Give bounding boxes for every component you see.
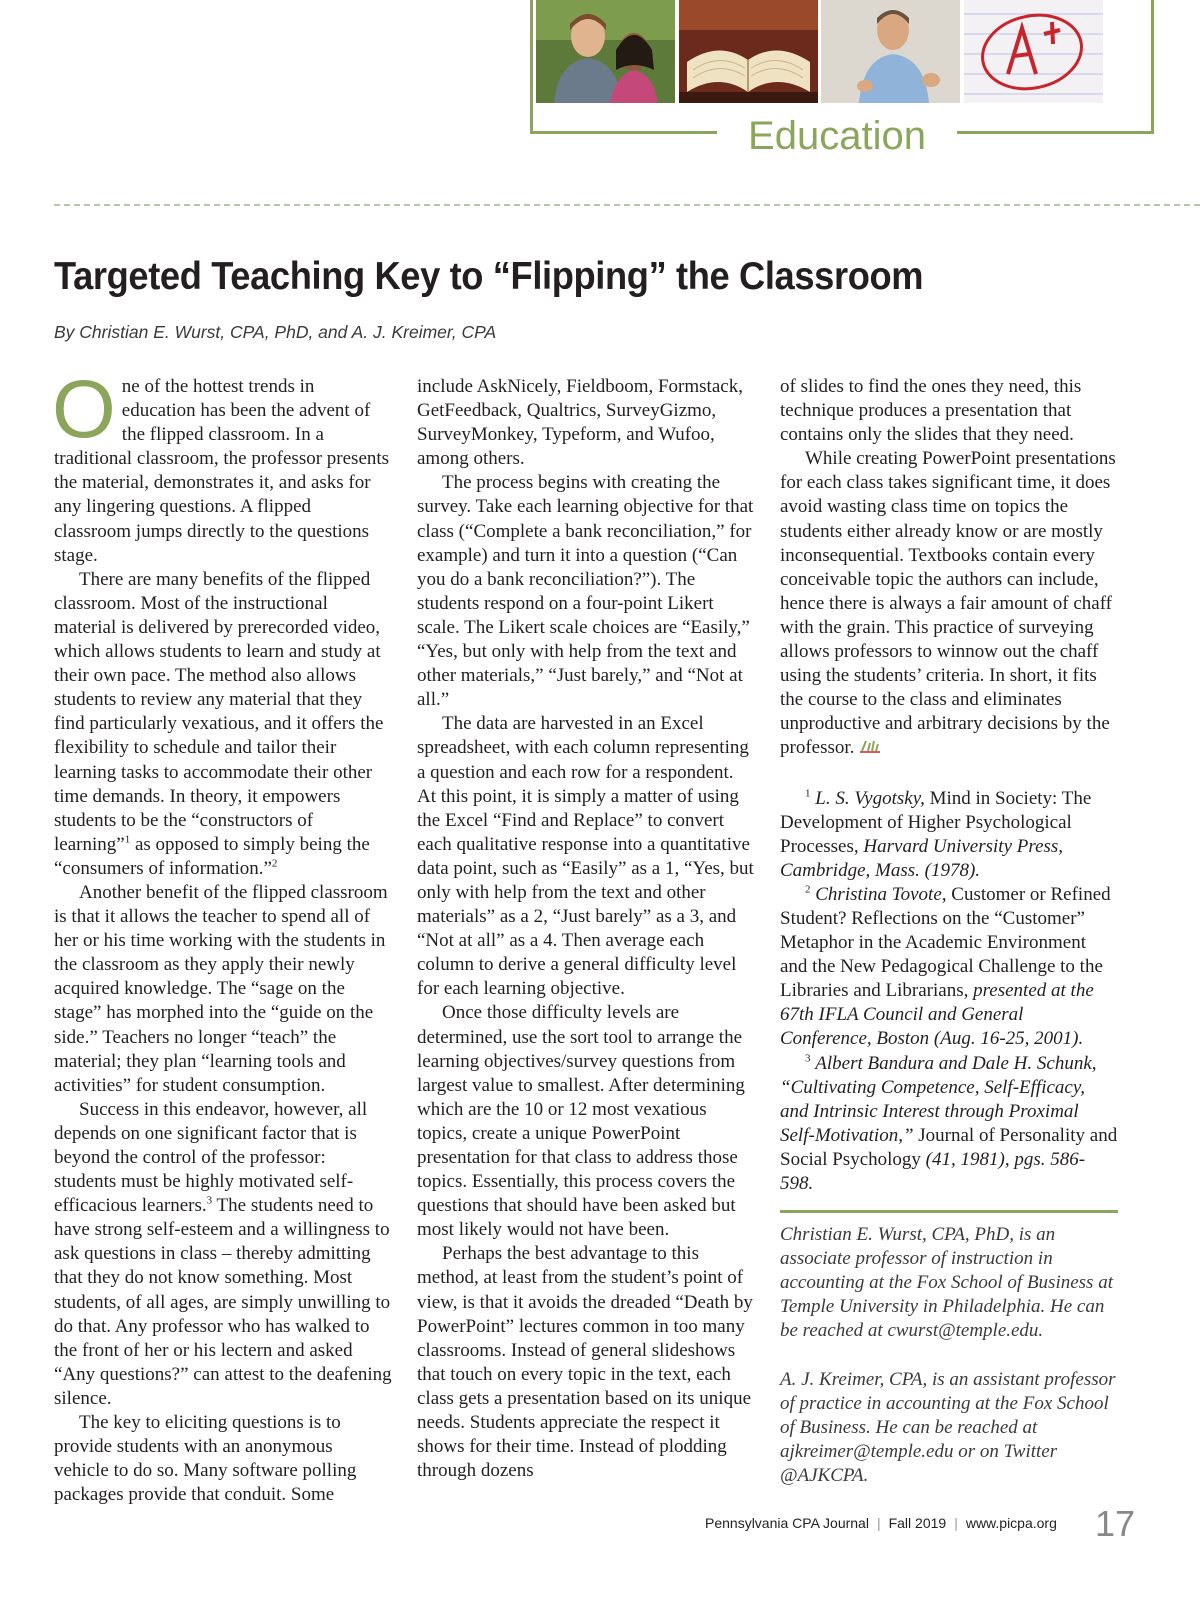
paragraph: While creating PowerPoint presentations for each class takes significant time, it does avoid wasting class time on topics the students either already know or are mostly inconsequential. Textbooks contain every conceivable topic the authors can include, hence there is always a fair amount of chaff with the grain. This practice of surveying allows professors to winnow out the chaff using the students’ criteria. In short, it fits the course to the class and eliminates unproductive and arbitrary decisions by the professor.	[780, 448, 1116, 759]
students-photo	[536, 0, 675, 103]
paragraph: Once those difficulty levels are determined, use the sort tool to arrange the learning objectives/survey questions from largest value to smallest. After determining which are the 10 or 12 most vexatious topics, create a unique PowerPoint presentation for that class to address those topics. Essentially, this process covers the questions that should have been asked but most likely would not have been.	[417, 1002, 745, 1241]
author-bio: A. J. Kreimer, CPA, is an assistant professor of practice in accounting at the Fox School of Business. He can be reached at ajkreimer@temple.edu or on Twitter @AJKCPA.	[780, 1368, 1116, 1486]
author-bios	[780, 1223, 1118, 1488]
footnote-ref: 1	[124, 833, 131, 846]
footnote: $^2$ Christina Tovote, Customer or Refined Student? Reflections on the “Customer” Metaphor in the Academic Environment and the New Pedagogical Challenge to the Libraries and Librarians, presented at the 67th IFLA Council and General Conference, Boston (Aug. 16-25, 2001).	[780, 883, 1111, 1050]
issue-label: Fall 2019	[888, 1515, 947, 1531]
page-number: 17	[1095, 1503, 1136, 1544]
paragraph: The process begins with creating the survey. Take each learning objective for that class (“Complete a bank reconciliation,” for example) and turn it into a question (“Can you do a bank reconciliation?”). The students respond on a four-point Likert scale. The Likert scale choices are “Easily,” “Yes, but only with help from the text and other materials,” “Just barely,” and “Not at all.”	[417, 472, 754, 711]
paragraph: Another benefit of the flipped classroom is that it allows the teacher to spend all of her or his time working with the students in the classroom as they apply their newly acquired knowledge. The “sage on the stage” has morphed into the “guide on the side.” Teachers no longer “teach” the material; they plan “learning tools and activities” for student consumption.	[54, 881, 388, 1096]
footnote: $^1$ L. S. Vygotsky, Mind in Society: The Development of Higher Psychological Processes, Harvard University Press, Cambridge, Mass. (1978).	[780, 787, 1092, 881]
page-footer	[705, 1515, 1057, 1531]
footer-separator: |	[876, 1515, 881, 1531]
paragraph: One of the hottest trends in education has been the advent of the flipped classroom. In a traditional classroom, the professor presents the material, demonstrates it, and asks for any lingering questions. A flipped classroom jumps directly to the questions stage.	[52, 364, 390, 566]
journal-name: Pennsylvania CPA Journal	[705, 1515, 869, 1531]
professor-photo	[821, 0, 960, 103]
paragraph: Perhaps the best advantage to this method, at least from the student’s point of view, is that it avoids the dreaded “Death by PowerPoint” lectures common in too many classrooms. Instead of general slideshows that touch on every topic in the text, each class gets a presentation based on its unique needs. Students appreciate the respect it shows for their time. Instead of plodding through dozens	[417, 1243, 753, 1482]
byline: By Christian E. Wurst, CPA, PhD, and A. J. Kreimer, CPA	[54, 322, 497, 342]
a-plus-grade-photo	[964, 0, 1103, 103]
paragraph: The data are harvested in an Excel spreadsheet, with each column representing a question and each row for a respondent. At this point, it is simply a matter of using the Excel “Find and Replace” to convert each qualitative response into a quantitative data point, such as “Easily” as a 1, “Yes, but only with help from the text and other materials” as a 2, “Just barely” as a 3, and “Not at all” as a 4. Then average each column to derive a general difficulty level for each learning objective.	[417, 713, 754, 1000]
footer-separator: |	[954, 1515, 958, 1531]
author-bio: Christian E. Wurst, CPA, PhD, is an associate professor of instruction in accounting at the Fox School of Business at Temple University in Philadelphia. He can be reached at cwurst@temple.edu.	[780, 1224, 1113, 1342]
paragraph: The key to eliciting questions is to provide students with an anonymous vehicle to do so. Many software polling packages provide that conduit. Some	[54, 1412, 357, 1506]
column-3	[780, 375, 1118, 1488]
footnote: $^3$ Albert Bandura and Dale H. Schunk, “Cultivating Competence, Self-Efficacy, and Intrinsic Interest through Proximal Self-Motivation,” Journal of Personality and Social Psychology (41, 1981), pgs. 586-598.	[780, 1052, 1118, 1194]
dashed-divider	[54, 204, 1200, 206]
paragraph: include AskNicely, Fieldboom, Formstack, GetFeedback, Qualtrics, SurveyGizmo, SurveyMonkey, Typeform, and Wufoo, among others.	[417, 376, 743, 470]
site-link[interactable]: www.picpa.org	[965, 1515, 1057, 1531]
paragraph: There are many benefits of the flipped classroom. Most of the instructional material is delivered by prerecorded video, which allows students to learn and study at their own pace. The method also allows students to review any material that they find particularly vexatious, and it offers the flexibility to schedule and tailor their learning tasks to accommodate their other time demands. In theory, it empowers students to be the “constructors of learning”$^1$ as opposed to simply being the “consumers of information.”$^2$	[54, 568, 384, 879]
paragraph: of slides to find the ones they need, this technique produces a presentation that contains only the slides that they need.	[780, 376, 1082, 446]
end-mark-icon	[860, 739, 880, 753]
footnotes	[780, 787, 1118, 1197]
footnote-ref: 3	[206, 1194, 213, 1207]
article-title: Targeted Teaching Key to “Flipping” the Classroom	[54, 255, 924, 298]
column-2	[417, 375, 755, 1483]
footnote-ref: 2	[271, 857, 278, 870]
section-label: Education	[748, 114, 926, 158]
banner-rule-right	[957, 131, 1151, 134]
paragraph: Success in this endeavor, however, all depends on one significant factor that is beyond the control of the professor: students must be highly motivated self-efficacious learners.$^3$ The students need to have strong self-esteem and a willingness to ask questions in class – thereby admitting that they do not know something. Most students, of all ages, are simply unwilling to do that. Any professor who has walked to the front of her or his lectern and asked “Any questions?” can attest to the deafening silence.	[54, 1098, 392, 1409]
drop-cap: O	[52, 364, 116, 455]
column-1	[52, 364, 392, 1507]
banner-rule-left	[530, 131, 717, 134]
open-books-photo	[679, 0, 818, 103]
bio-divider	[780, 1210, 1118, 1213]
